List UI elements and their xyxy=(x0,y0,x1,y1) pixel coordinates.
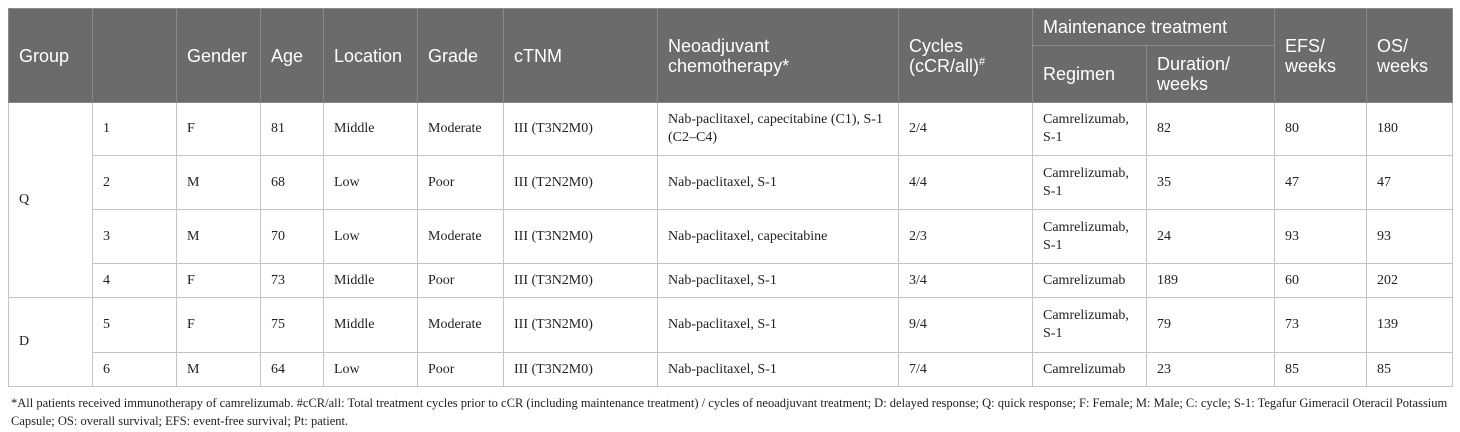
table-footnote: *All patients received immunotherapy of camrelizumab. #cCR/all: Total treatment cycles prior to cCR (including maintenance treatment) / cycles of neoadjuvant treatment; D: delayed response; Q: quick response; F: Female; M: Male; C: cycle; S-1: Tegafur Gimeracil Oteracil Potassium Capsule; OS: overall survival; EFS: event-free survival; Pt: patient. xyxy=(11,396,1448,428)
cell-regimen: Camrelizumab, S-1 xyxy=(1033,298,1147,353)
cell-chemo: Nab-paclitaxel, S-1 xyxy=(658,156,899,210)
header-grade: Grade xyxy=(418,9,504,103)
cell-gender: M xyxy=(177,156,261,210)
cell-regimen: Camrelizumab xyxy=(1033,353,1147,387)
cell-location: Middle xyxy=(324,298,418,353)
cell-age: 68 xyxy=(261,156,324,210)
cell-os: 47 xyxy=(1367,156,1453,210)
cell-ctnm: III (T3N2M0) xyxy=(504,103,658,156)
cell-grade: Moderate xyxy=(418,298,504,353)
cell-location: Low xyxy=(324,210,418,264)
table-row xyxy=(9,210,1453,264)
header-location: Location xyxy=(324,9,418,103)
cell-os: 93 xyxy=(1367,210,1453,264)
cell-chemo: Nab-paclitaxel, capecitabine (C1), S-1 (C2–C4) xyxy=(658,103,899,156)
cell-duration: 82 xyxy=(1147,103,1275,156)
cell-cycles: 2/4 xyxy=(899,103,1033,156)
table-row xyxy=(9,103,1453,156)
header-regimen: Regimen xyxy=(1033,46,1147,103)
cell-efs: 47 xyxy=(1275,156,1367,210)
cell-efs: 73 xyxy=(1275,298,1367,353)
header-os: OS/ weeks xyxy=(1367,9,1453,103)
cell-efs: 85 xyxy=(1275,353,1367,387)
cell-ctnm: III (T3N2M0) xyxy=(504,353,658,387)
cell-gender: F xyxy=(177,298,261,353)
cell-id: 6 xyxy=(93,353,177,387)
header-row xyxy=(9,9,1453,46)
cell-gender: F xyxy=(177,264,261,298)
cell-os: 180 xyxy=(1367,103,1453,156)
cell-location: Low xyxy=(324,353,418,387)
cell-age: 64 xyxy=(261,353,324,387)
cell-cycles: 2/3 xyxy=(899,210,1033,264)
cell-grade: Poor xyxy=(418,353,504,387)
cell-age: 73 xyxy=(261,264,324,298)
cell-id: 1 xyxy=(93,103,177,156)
header-maintenance: Maintenance treatment xyxy=(1033,9,1275,46)
cell-id: 5 xyxy=(93,298,177,353)
cell-duration: 189 xyxy=(1147,264,1275,298)
table-container xyxy=(8,8,1452,430)
cell-id: 2 xyxy=(93,156,177,210)
cell-efs: 60 xyxy=(1275,264,1367,298)
cell-grade: Moderate xyxy=(418,103,504,156)
cell-age: 81 xyxy=(261,103,324,156)
cell-id: 4 xyxy=(93,264,177,298)
group-cell: Q xyxy=(9,103,93,298)
cell-cycles: 7/4 xyxy=(899,353,1033,387)
cell-gender: M xyxy=(177,210,261,264)
header-id xyxy=(93,9,177,103)
cell-duration: 23 xyxy=(1147,353,1275,387)
cell-regimen: Camrelizumab, S-1 xyxy=(1033,210,1147,264)
cell-regimen: Camrelizumab xyxy=(1033,264,1147,298)
header-cycles xyxy=(899,9,1033,103)
cell-age: 70 xyxy=(261,210,324,264)
cell-efs: 80 xyxy=(1275,103,1367,156)
cell-grade: Poor xyxy=(418,156,504,210)
cell-location: Middle xyxy=(324,264,418,298)
cell-chemo: Nab-paclitaxel, S-1 xyxy=(658,353,899,387)
header-cycles-sup: # xyxy=(979,55,986,68)
cell-ctnm: III (T3N2M0) xyxy=(504,298,658,353)
cell-id: 3 xyxy=(93,210,177,264)
group-cell: D xyxy=(9,298,93,387)
cell-grade: Poor xyxy=(418,264,504,298)
cell-cycles: 4/4 xyxy=(899,156,1033,210)
cell-location: Low xyxy=(324,156,418,210)
patient-table xyxy=(8,8,1453,387)
cell-duration: 24 xyxy=(1147,210,1275,264)
header-group: Group xyxy=(9,9,93,103)
table-row xyxy=(9,353,1453,387)
header-efs: EFS/ weeks xyxy=(1275,9,1367,103)
header-ctnm: cTNM xyxy=(504,9,658,103)
cell-regimen: Camrelizumab, S-1 xyxy=(1033,103,1147,156)
table-row xyxy=(9,156,1453,210)
cell-gender: F xyxy=(177,103,261,156)
cell-os: 85 xyxy=(1367,353,1453,387)
cell-location: Middle xyxy=(324,103,418,156)
cell-cycles: 9/4 xyxy=(899,298,1033,353)
cell-chemo: Nab-paclitaxel, capecitabine xyxy=(658,210,899,264)
cell-efs: 93 xyxy=(1275,210,1367,264)
header-gender: Gender xyxy=(177,9,261,103)
header-cycles-label: Cycles (cCR/all) xyxy=(909,35,979,76)
cell-gender: M xyxy=(177,353,261,387)
cell-os: 139 xyxy=(1367,298,1453,353)
cell-duration: 79 xyxy=(1147,298,1275,353)
table-row xyxy=(9,264,1453,298)
cell-grade: Moderate xyxy=(418,210,504,264)
header-duration: Duration/ weeks xyxy=(1147,46,1275,103)
cell-cycles: 3/4 xyxy=(899,264,1033,298)
cell-regimen: Camrelizumab, S-1 xyxy=(1033,156,1147,210)
cell-ctnm: III (T3N2M0) xyxy=(504,264,658,298)
cell-chemo: Nab-paclitaxel, S-1 xyxy=(658,298,899,353)
cell-ctnm: III (T3N2M0) xyxy=(504,210,658,264)
cell-os: 202 xyxy=(1367,264,1453,298)
header-age: Age xyxy=(261,9,324,103)
cell-chemo: Nab-paclitaxel, S-1 xyxy=(658,264,899,298)
header-neoadjuvant: Neoadjuvant chemotherapy* xyxy=(658,9,899,103)
cell-duration: 35 xyxy=(1147,156,1275,210)
table-row xyxy=(9,298,1453,353)
cell-age: 75 xyxy=(261,298,324,353)
cell-ctnm: III (T2N2M0) xyxy=(504,156,658,210)
